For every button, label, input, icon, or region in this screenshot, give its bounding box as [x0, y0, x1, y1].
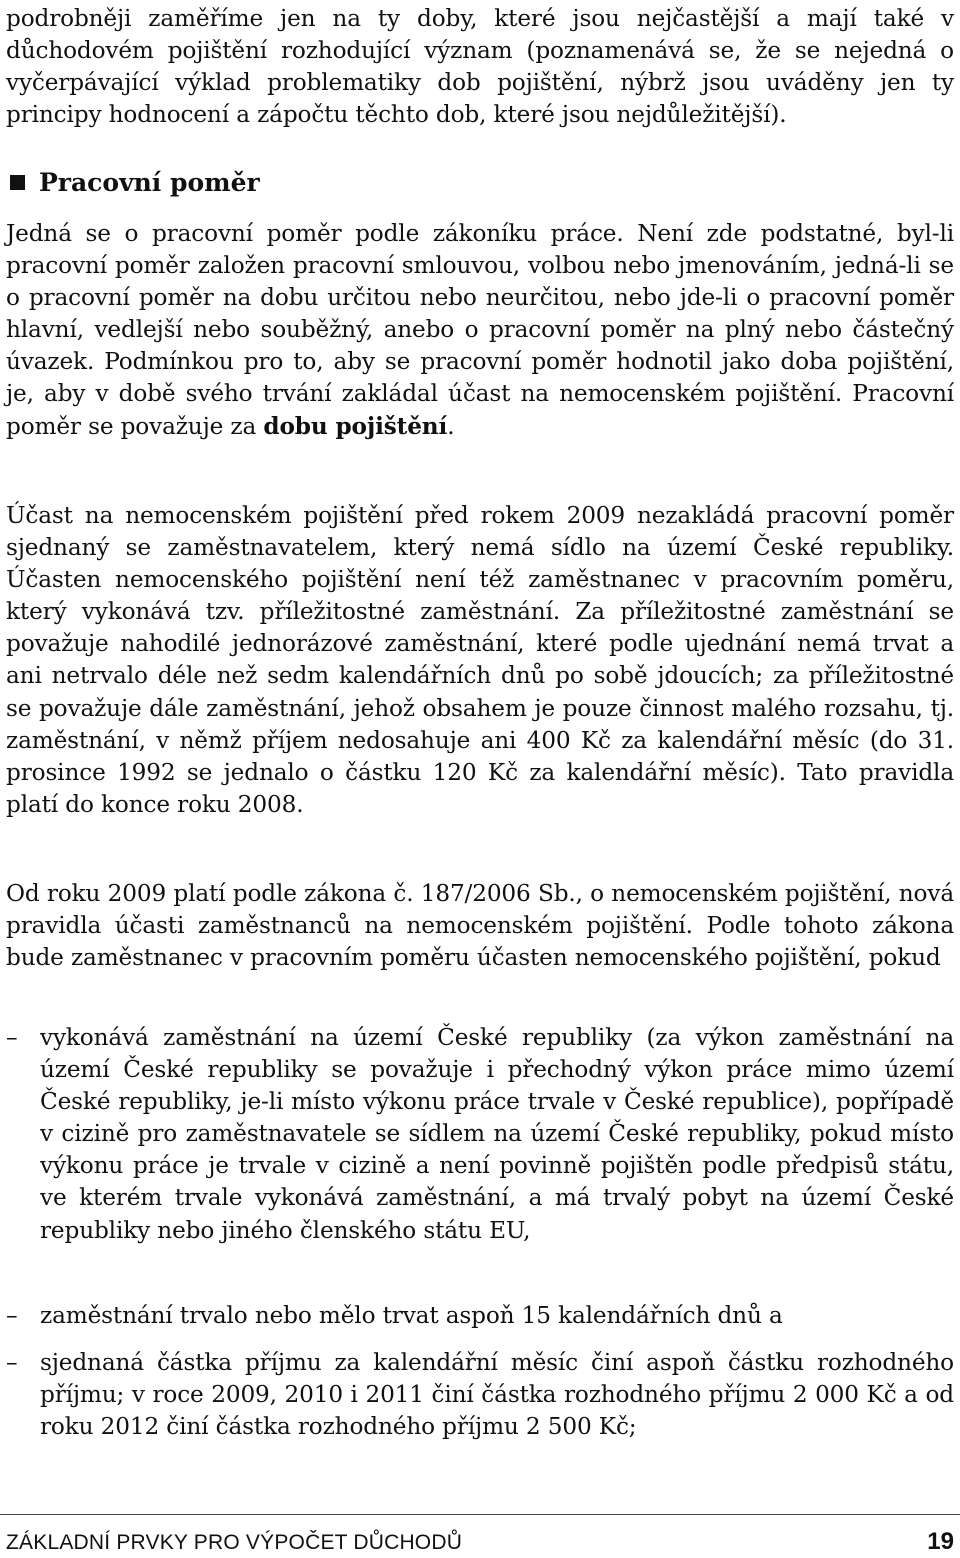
- list-item: [6, 1347, 954, 1443]
- list-item-text: sjednaná částka příjmu za kalendářní měsíc činí aspoň částku rozhodného příjmu; v roce 2009, 2010 i 2011 činí částka rozhodného příjmu 2 000 Kč a od roku 2012 činí částka rozhodného příjmu 2 500 Kč;: [40, 1349, 954, 1441]
- footer-title: ZÁKLADNÍ PRVKY PRO VÝPOČET DŮCHODŮ: [6, 1531, 463, 1554]
- list-item-text: zaměstnání trvalo nebo mělo trvat aspoň 15 kalendářních dnů a: [40, 1302, 783, 1329]
- list-item: [6, 1022, 954, 1247]
- list-item-text: vykonává zaměstnání na území České republiky (za výkon zaměstnání na území České republiky se považuje i přechodný výkon práce mimo území České republiky, je-li místo výkonu práce trvale v České republice), popřípadě v cizině pro zaměstnavatele se sídlem na území České republiky, pokud místo výkonu práce je trvale v cizině a není povinně pojištěn podle předpisů státu, ve kterém trvale vykonává zaměstnání, a má trvalý pobyt na území České republiky nebo jiného členského státu EU,: [40, 1024, 954, 1244]
- list-item: [6, 1300, 954, 1332]
- paragraph-text: Jedná se o pracovní poměr podle zákoníku práce. Není zde podstatné, byl-li pracovní poměr založen pracovní smlouvou, volbou nebo jmenováním, jedná-li se o pracovní poměr na dobu určitou nebo neurčitou, nebo jde-li o pracovní poměr hlavní, vedlejší nebo souběžný, anebo o pracovní poměr na plný nebo částečný úvazek. Podmínkou pro to, aby se pracovní poměr hodnotil jako doba pojištění, je, aby v době svého trvání zakládal účast na nemocenském pojištění. Pracovní poměr se považuje za: [6, 220, 954, 440]
- page-footer: [6, 1528, 954, 1556]
- paragraph-from-2009: Od roku 2009 platí podle zákona č. 187/2006 Sb., o nemocenském pojištění, nová pravidla účasti zaměstnanců na nemocenském pojištění. Podle tohoto zákona bude zaměstnanec v pracovním poměru účasten nemocenského pojištění, pokud: [6, 880, 954, 972]
- conditions-list: [6, 1022, 954, 1247]
- dash-marker: –: [6, 1024, 18, 1051]
- conditions-list: [6, 1300, 954, 1332]
- dash-marker: –: [6, 1349, 18, 1376]
- conditions-list: [6, 1347, 954, 1443]
- dash-marker: –: [6, 1302, 18, 1329]
- page-number: 19: [927, 1528, 954, 1555]
- section-heading: [6, 168, 260, 197]
- footer-divider: [0, 1514, 960, 1515]
- intro-paragraph: podrobněji zaměříme jen na ty doby, které jsou nejčastější a mají také v důchodovém pojištění rozhodující význam (poznamenává se, že se nejedná o vyčerpávající výklad problematiky dob pojištění, nýbrž jsou uváděny jen ty principy hodnocení a zápočtu těchto dob, které jsou nejdůležitější).: [6, 5, 954, 129]
- square-bullet-icon: [10, 175, 25, 190]
- bold-term: dobu pojištění: [263, 412, 448, 440]
- paragraph-employment-definition: [6, 218, 954, 443]
- paragraph-end: .: [447, 412, 455, 440]
- section-heading-text: Pracovní poměr: [39, 168, 260, 197]
- paragraph-before-2009: Účast na nemocenském pojištění před rokem 2009 nezakládá pracovní poměr sjednaný se zaměstnavatelem, který nemá sídlo na území České republiky. Účasten nemocenského pojištění není též zaměstnanec v pracovním poměru, který vykonává tzv. příležitostné zaměstnání. Za příležitostné zaměstnání se považuje nahodilé jednorázové zaměstnání, které podle ujednání nemá trvat a ani netrvalo déle než sedm kalendářních dnů po sobě jdoucích; za příležitostné se považuje dále zaměstnání, jehož obsahem je pouze činnost malého rozsahu, tj. zaměstnání, v němž příjem nedosahuje ani 400 Kč za kalendářní měsíc (do 31. prosince 1992 se jednalo o částku 120 Kč za kalendářní měsíc). Tato pravidla platí do konce roku 2008.: [6, 502, 954, 818]
